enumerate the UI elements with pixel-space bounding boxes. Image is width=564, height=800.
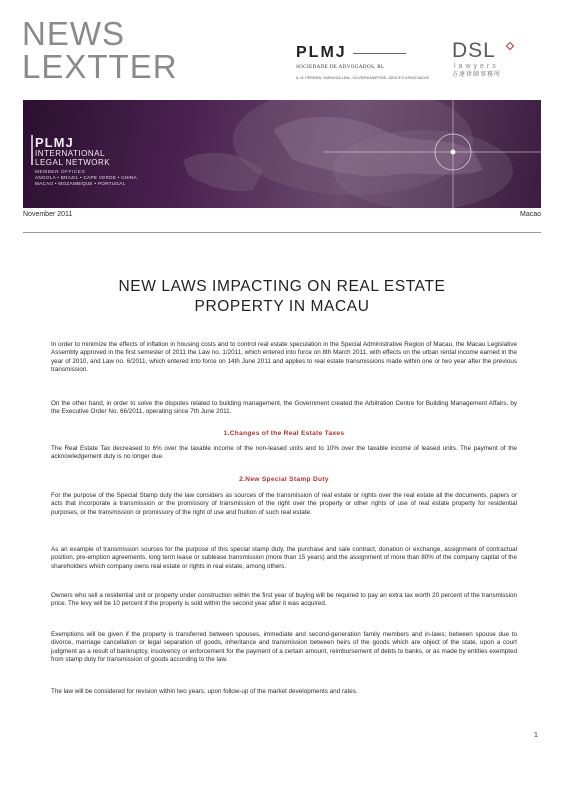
intro-paragraph-1: In order to minimize the effects of inflation in housing costs and to control real estate speculation in the Special Administrative Region of Macau, the Macau Legislative Assembly approved in the first semester of 2011 the Law no. 1/2011, which entered into force on 8th March 2011, with effects on the urban rental income earned in the year of 2010, and Law no. 6/2011, which entered into force on 14th June 2011 and applies to real estate transmissions made within one or two year after the previous transmission. [51, 341, 517, 373]
network-line1: INTERNATIONAL [35, 149, 105, 158]
section-heading-1: 1.Changes of the Real Estate Taxes [223, 430, 345, 437]
newsletter-logo [22, 15, 178, 85]
section2-paragraph-3: Owners who sell a residential unit or property under construction within the first year of buying will be required to pay an extra tax worth 20 percent of the transmission price. The levy will be 10 percent if the property is sold within the second year after it was acquired. [51, 592, 517, 608]
countries-line1: ANGOLA • BRAZIL • CAPE VERDE • CHINA [35, 175, 137, 180]
header-banner [23, 100, 541, 208]
banner-accent-bar [31, 135, 33, 165]
dsl-diamond-icon [506, 42, 514, 50]
countries-line2: MACAO • MOZAMBIQUE • PORTUGAL [35, 181, 126, 186]
plmj-wordmark: PLMJ [296, 44, 347, 61]
plmj-tagline: SOCIEDADE DE ADVOGADOS, RL [296, 64, 385, 70]
article-title [40, 277, 524, 317]
section-heading-2: 2.New Special Stamp Duty [239, 476, 329, 483]
newsletter-logo-line2: LEXTTER [22, 48, 178, 85]
section2-paragraph-5: The law will be considered for revision within two years, upon follow-up of the market developments and rates. [51, 688, 358, 695]
issue-date: November 2011 [23, 211, 73, 218]
header-divider [23, 232, 541, 233]
section2-paragraph-2: As an example of transmission sources for the purpose of this special stamp duty, the purchase and sale contract, donation or exchange, assignment of contractual position, pre-emption agreements, long term lease or sublease transmission (more than 15 years) and the assignment of more than 80% of the company capital of the shareholders which company owns real estate or rights in real estate, among others. [51, 546, 517, 570]
network-brand: PLMJ [35, 135, 74, 150]
network-block [35, 136, 137, 187]
dsl-chinese-name: 方達律師事務所 [452, 72, 502, 78]
page-number: 1 [534, 732, 538, 739]
intro-paragraph-2: On the other hand, in order to solve the disputes related to building management, the Government created the Arbitration Centre for Building Management Affairs, by the Executive Order No. 66/2011, operating since 7th June 2011. [51, 400, 517, 416]
plmj-partners: A. M. PEREIRA, SÁRAGGA LEAL, OLIVEIRA MARTINS, JÚDICE E ASSOCIADOS [296, 76, 429, 80]
plmj-logo [296, 44, 429, 81]
dsl-wordmark: DSL [452, 39, 496, 62]
plmj-rule [353, 53, 406, 54]
network-line2: LEGAL NETWORK [35, 158, 111, 167]
member-offices-label: MEMBER OFFICES [35, 170, 86, 175]
article-title-line2: PROPERTY IN MACAU [194, 298, 370, 315]
newsletter-logo-line1: NEWS [22, 15, 125, 52]
article-title-line1: NEW LAWS IMPACTING ON REAL ESTATE [118, 278, 446, 295]
section2-paragraph-4: Exemptions will be given if the property is transferred between spouses, immediate and second-generation family members and in-laws; between spouse due to divorce, marriage cancellation or legal separation of goods, inheritance and transmission between heirs of the goods which are object of the state, upon a court judgment as a result of bankruptcy, insolvency or enforcement for the payment of a certain amount, reimbursement of debts to banks, or as made by entities exempted from stamp duty for transmission of goods according to the law. [51, 631, 517, 663]
issue-location: Macao [519, 211, 541, 218]
section2-paragraph-1: For the purpose of the Special Stamp duty the law considers as sources of the transmission of real estate or rights over the real estate all the documents, papers or acts that incorporate a transmission or the promissory of transmission of the right over the property or other rights of use of real estate property for residential purposes, or the transmission or promissory of the right of use and fruition of such real estate. [51, 492, 517, 516]
issue-info-row [23, 211, 541, 218]
dsl-lawyers-label: lawyers [454, 63, 499, 70]
dsl-logo [452, 40, 518, 79]
section1-paragraph-1: The Real Estate Tax decreased to 6% over the taxable income of the non-leased units and to 10% over the taxable income of leased units. The payment of the acknowledgement duty is no longer due. [51, 445, 517, 461]
